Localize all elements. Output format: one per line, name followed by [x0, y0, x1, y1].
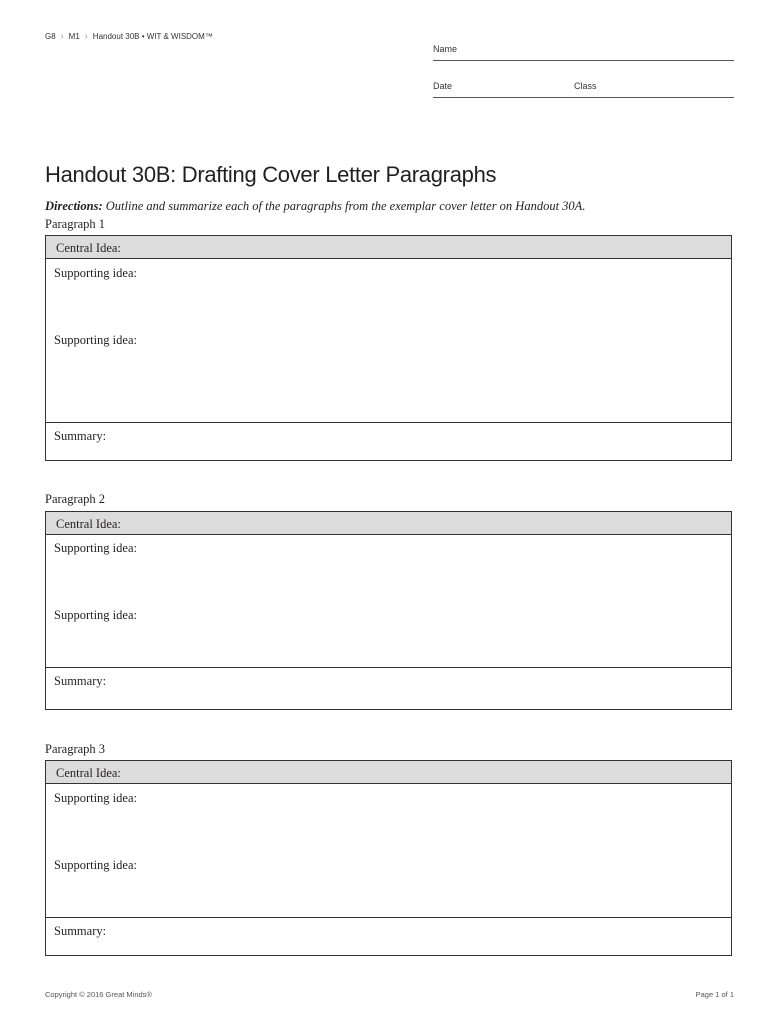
chevron-right-icon: ›	[84, 31, 88, 41]
paragraph-2-table	[45, 511, 732, 710]
supporting-idea-2-label: Supporting idea:	[54, 608, 137, 622]
supporting-ideas-area[interactable]	[46, 535, 731, 668]
summary-field[interactable]: Summary:	[54, 429, 107, 443]
date-class-field[interactable]	[433, 75, 734, 98]
paragraph-3-table	[45, 760, 732, 956]
directions-label: Directions:	[45, 199, 103, 213]
page-number: Page 1 of 1	[695, 990, 734, 999]
page-title: Handout 30B: Drafting Cover Letter Paragraphs	[45, 162, 497, 187]
class-label: Class	[574, 81, 597, 91]
chevron-right-icon: ›	[60, 31, 64, 41]
paragraph-3-label: Paragraph 3	[45, 742, 106, 756]
breadcrumb	[45, 31, 213, 41]
central-idea-field[interactable]: Central Idea:	[46, 236, 731, 259]
date-label: Date	[433, 81, 453, 91]
name-label: Name	[433, 44, 458, 54]
breadcrumb-handout: Handout 30B • WIT & WISDOM™	[92, 31, 213, 41]
name-field[interactable]	[433, 38, 734, 61]
central-idea-field[interactable]: Central Idea:	[46, 761, 731, 784]
paragraph-1-table	[45, 235, 732, 461]
central-idea-field[interactable]: Central Idea:	[46, 512, 731, 535]
copyright-text: Copyright © 2016 Great Minds®	[45, 990, 152, 999]
supporting-idea-1-label: Supporting idea:	[54, 266, 137, 280]
directions-text: Outline and summarize each of the paragraphs from the exemplar cover letter on Handout 30A.	[102, 199, 586, 213]
directions	[45, 199, 735, 214]
paragraph-1-label: Paragraph 1	[45, 217, 106, 231]
supporting-idea-2-label: Supporting idea:	[54, 333, 137, 347]
breadcrumb-module: M1	[68, 31, 80, 41]
supporting-idea-1-label: Supporting idea:	[54, 791, 137, 805]
paragraph-2-label: Paragraph 2	[45, 492, 106, 506]
supporting-ideas-area[interactable]	[46, 259, 731, 423]
supporting-ideas-area[interactable]	[46, 784, 731, 918]
supporting-idea-1-label: Supporting idea:	[54, 541, 137, 555]
breadcrumb-grade: G8	[45, 31, 56, 41]
summary-field[interactable]: Summary:	[54, 924, 107, 938]
summary-field[interactable]: Summary:	[54, 674, 107, 688]
supporting-idea-2-label: Supporting idea:	[54, 858, 137, 872]
